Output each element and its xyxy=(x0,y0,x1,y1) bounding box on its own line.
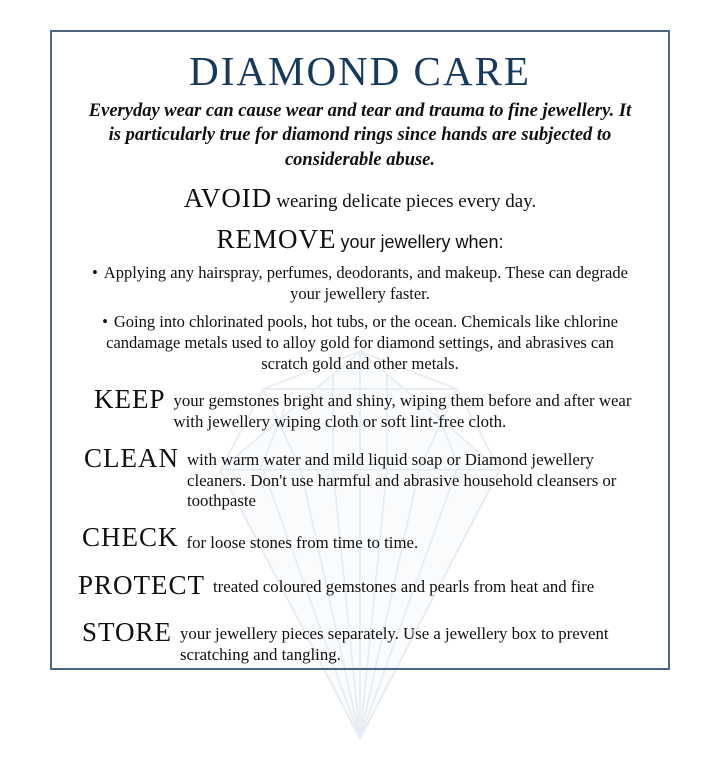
list-item xyxy=(72,263,648,304)
list-item xyxy=(72,312,648,374)
protect-keyword-cell xyxy=(72,570,213,601)
remove-rule xyxy=(72,223,648,255)
avoid-keyword: AVOID xyxy=(183,183,273,214)
avoid-rule xyxy=(72,182,648,214)
list-item-text: Going into chlorinated pools, hot tubs, or the ocean. Chemicals like chlorine candamage metals used to alloy gold for diamond settings, and abrasives can scratch gold and other metals. xyxy=(106,312,618,373)
page-title: DIAMOND CARE xyxy=(189,48,531,94)
keep-keyword: KEEP xyxy=(94,384,166,415)
list-item-text: Applying any hairspray, perfumes, deodorants, and makeup. These can degrade your jewellery faster. xyxy=(103,263,628,303)
keep-keyword-cell xyxy=(72,384,174,415)
bullet-marker: • xyxy=(92,263,98,283)
keep-text: your gemstones bright and shiny, wiping them before and after wear with jewellery wiping cloth or soft lint-free cloth. xyxy=(173,391,632,431)
protect-text: treated coloured gemstones and pearls from heat and fire xyxy=(213,577,595,597)
store-text: your jewellery pieces separately. Use a jewellery box to prevent scratching and tangling. xyxy=(180,624,609,664)
store-keyword: STORE xyxy=(82,617,173,648)
clean-rule xyxy=(72,443,648,512)
intro-paragraph: Everyday wear can cause wear and tear and trauma to fine jewellery. It is particularly true for diamond rings since hands are subjected to considerable abuse. xyxy=(88,101,632,170)
protect-keyword: PROTECT xyxy=(78,570,206,601)
check-keyword: CHECK xyxy=(82,522,179,553)
remove-text: your jewellery when: xyxy=(340,231,504,252)
poster-content xyxy=(50,30,670,670)
store-keyword-cell xyxy=(72,617,180,648)
check-rule xyxy=(72,522,648,554)
check-text: for loose stones from time to time. xyxy=(186,533,419,553)
remove-bullet-list xyxy=(72,263,648,374)
check-keyword-cell xyxy=(72,522,187,553)
avoid-text: wearing delicate pieces every day. xyxy=(276,191,537,213)
clean-keyword-cell xyxy=(72,443,187,474)
remove-keyword: REMOVE xyxy=(216,223,337,254)
bullet-marker: • xyxy=(102,312,108,332)
keep-rule xyxy=(72,384,648,433)
store-rule xyxy=(72,617,648,666)
protect-rule xyxy=(72,570,648,601)
clean-text: with warm water and mild liquid soap or Diamond jewellery cleaners. Don't use harmful and abrasive household cleansers or toothpaste xyxy=(187,449,617,511)
clean-keyword: CLEAN xyxy=(84,442,179,473)
